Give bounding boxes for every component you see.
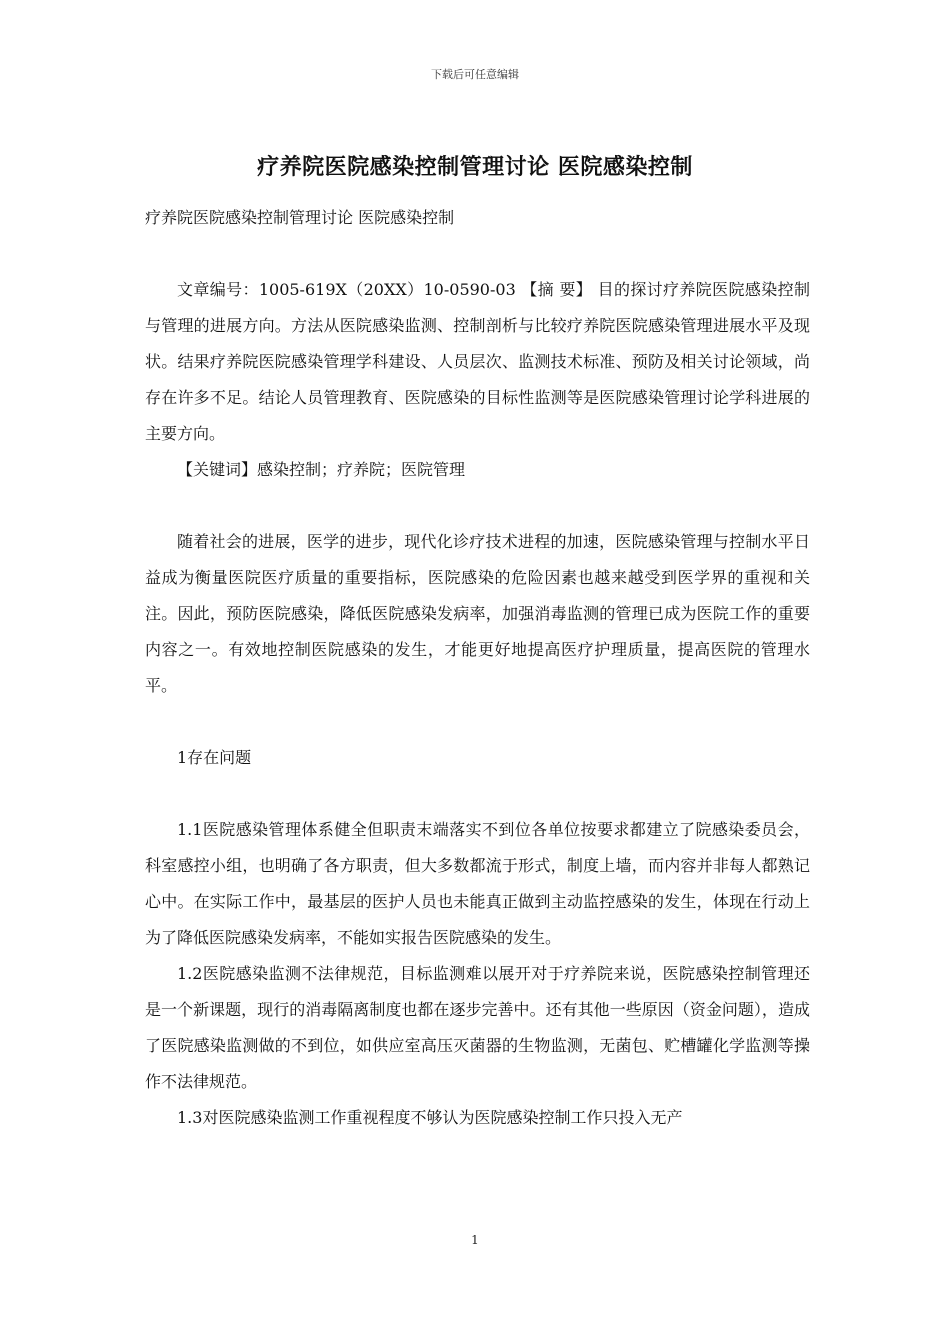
keywords-paragraph: 【关键词】感染控制；疗养院；医院管理	[177, 460, 466, 479]
spacer	[145, 776, 810, 812]
spacer	[145, 488, 810, 524]
document-title: 疗养院医院感染控制管理讨论 医院感染控制	[257, 155, 693, 180]
header-note: 下载后可任意编辑	[431, 68, 519, 81]
document-body	[145, 200, 810, 1136]
document-subtitle: 疗养院医院感染控制管理讨论 医院感染控制	[145, 208, 455, 227]
paragraph-1-1: 1.1医院感染管理体系健全但职责末端落实不到位各单位按要求都建立了院感染委员会，科室感控小组，也明确了各方职责，但大多数都流于形式，制度上墙，而内容并非每人都熟记心中。在实际工作中，最基层的医护人员也未能真正做到主动监控感染的发生，体现在行动上为了降低医院感染发病率，不能如实报告医院感染的发生。	[145, 820, 810, 947]
spacer	[145, 236, 810, 272]
abstract-paragraph: 文章编号：1005-619X（20XX）10-0590-03 【摘 要】 目的探讨疗养院医院感染控制与管理的进展方向。方法从医院感染监测、控制剖析与比较疗养院医院感染管理进展水平及现状。结果疗养院医院感染管理学科建设、人员层次、监测技术标准、预防及相关讨论领域，尚存在许多不足。结论人员管理教育、医院感染的目标性监测等是医院感染管理讨论学科进展的主要方向。	[145, 280, 810, 443]
section-heading-1: 1存在问题	[177, 748, 252, 767]
spacer	[145, 704, 810, 740]
intro-paragraph: 随着社会的进展，医学的进步，现代化诊疗技术进程的加速，医院感染管理与控制水平日益成为衡量医院医疗质量的重要指标，医院感染的危险因素也越来越受到医学界的重视和关注。因此，预防医院感染，降低医院感染发病率，加强消毒监测的管理已成为医院工作的重要内容之一。有效地控制医院感染的发生，才能更好地提高医疗护理质量，提高医院的管理水平。	[145, 532, 810, 695]
page-number: 1	[471, 1233, 479, 1247]
paragraph-1-2: 1.2医院感染监测不法律规范，目标监测难以展开对于疗养院来说，医院感染控制管理还是一个新课题，现行的消毒隔离制度也都在逐步完善中。还有其他一些原因（资金问题），造成了医院感染监测做的不到位，如供应室高压灭菌器的生物监测，无菌包、贮槽罐化学监测等操作不法律规范。	[145, 964, 810, 1091]
paragraph-1-3: 1.3对医院感染监测工作重视程度不够认为医院感染控制工作只投入无产	[177, 1108, 683, 1127]
